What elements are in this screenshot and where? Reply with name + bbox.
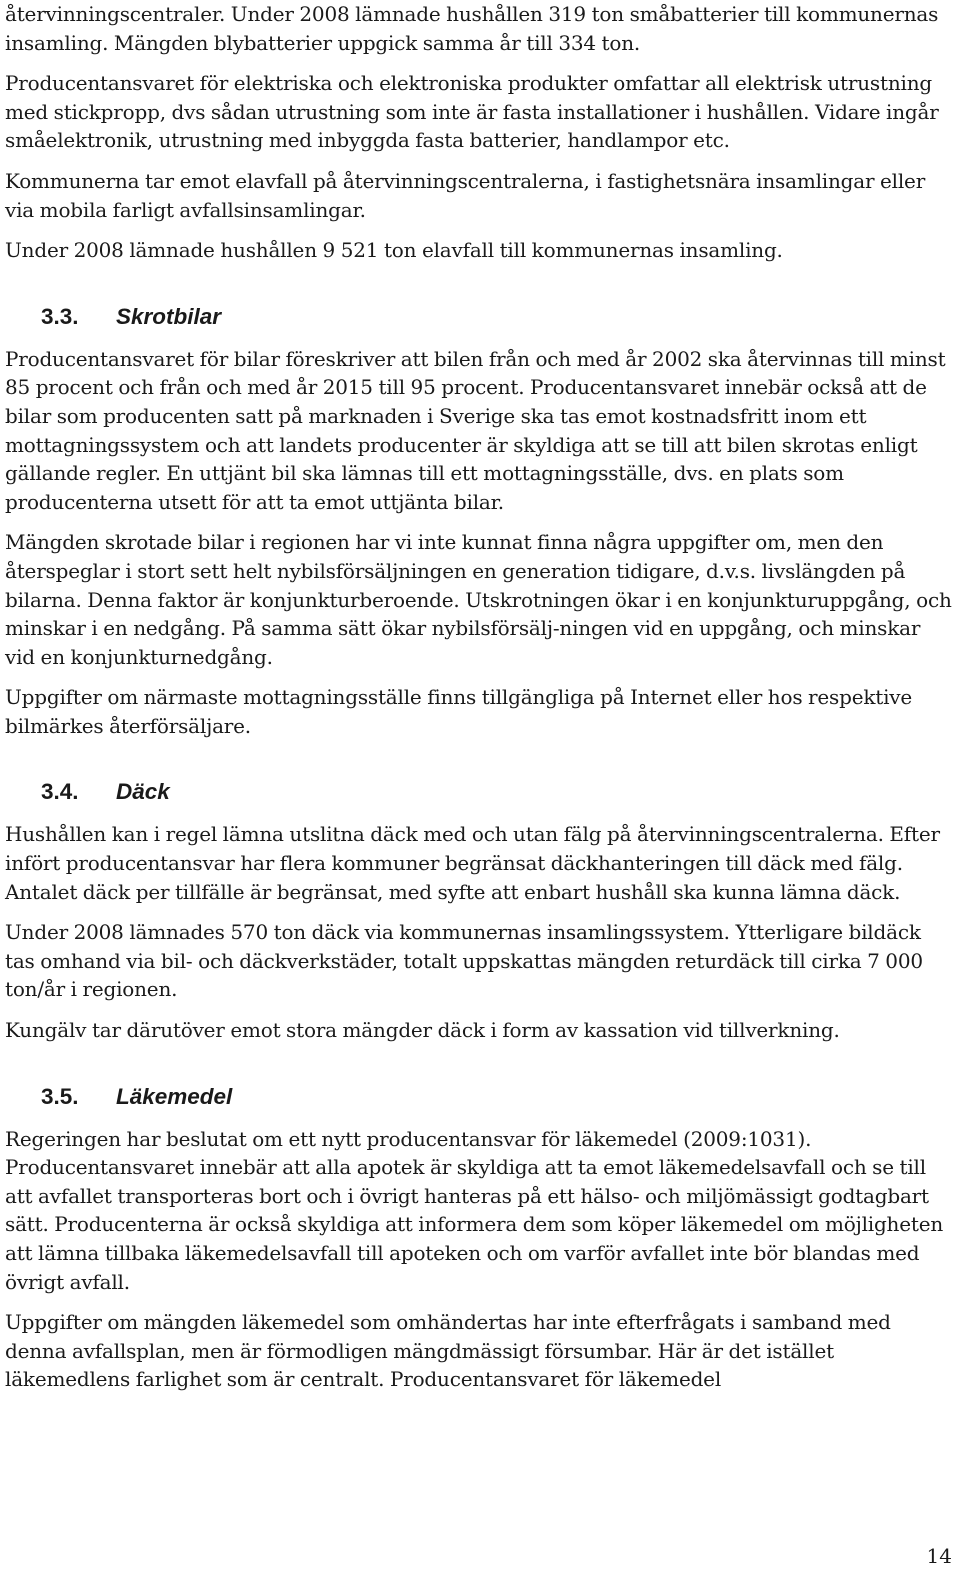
section-title: Skrotbilar bbox=[116, 303, 222, 329]
section-number: 3.3. bbox=[41, 303, 79, 329]
body-paragraph: Mängden skrotade bilar i regionen har vi inte kunnat finna några uppgifter om, men den återspeglar i stort sett helt nybilsförsäljningen en generation tidigare, d.v.s. livslängden på bilarna. Denna faktor är konjunkturberoende. Utskrotningen ökar i en konjunkturuppgång, och minskar i en nedgång. På samma sätt ökar nybilsförsälj-ningen vid en uppgång, och minskar vid en konjunkturnedgång. bbox=[5, 530, 952, 669]
intro-paragraph: Kommunerna tar emot elavfall på återvinningscentralerna, i fastighetsnära insamlingar eller via mobila farligt avfallsinsamlingar. bbox=[5, 168, 926, 222]
body-paragraph: Uppgifter om närmaste mottagningsställe finns tillgängliga på Internet eller hos respektive bilmärkes återförsäljare. bbox=[5, 685, 913, 738]
section-heading-dack bbox=[5, 778, 955, 806]
body-paragraph: Uppgifter om mängden läkemedel som omhändertas har inte efterfrågats i samband med denna avfallsplan, men är förmodligen mängdmässigt försumbar. Här är det istället läkemedlens farlighet som är centralt. Producentansvaret för läkemedel bbox=[5, 1310, 891, 1392]
body-paragraph: Producentansvaret för bilar föreskriver att bilen från och med år 2002 ska återvinnas till minst 85 procent och från och med år 2015 till 95 procent. Producentansvaret innebär också att de bilar som producenten satt på marknaden i Sverige ska tas emot kostnadsfritt inom ett mottagningssystem och att landets producenter är skyldiga att se till att bilen skrotas enligt gällande regler. En uttjänt bil ska lämnas till ett mottagningsställe, dvs. en plats som producenterna utsett för att ta emot uttjänta bilar. bbox=[5, 346, 946, 514]
section-number: 3.4. bbox=[41, 779, 79, 805]
section-title: Läkemedel bbox=[116, 1083, 233, 1109]
section-heading-skrotbilar bbox=[5, 303, 955, 331]
section-number: 3.5. bbox=[41, 1083, 79, 1109]
intro-paragraph: återvinningscentraler. Under 2008 lämnade hushållen 319 ton småbatterier till kommunernas insamling. Mängden blybatterier uppgick samma år till 334 ton. bbox=[5, 2, 939, 55]
document-page bbox=[5, 0, 955, 1394]
intro-paragraph: Under 2008 lämnade hushållen 9 521 ton elavfall till kommunernas insamling. bbox=[5, 238, 783, 263]
body-paragraph: Hushållen kan i regel lämna utslitna däck med och utan fälg på återvinningscentralerna. Efter infört producentansvar har flera kommuner begränsat däckhanteringen till däck med fälg. Antalet däck per tillfälle är begränsat, med syfte att enbart hushåll ska kunna lämna däck. bbox=[5, 822, 940, 904]
section-heading-lakemedel bbox=[5, 1083, 955, 1111]
body-paragraph: Regeringen har beslutat om ett nytt producentansvar för läkemedel (2009:1031). Producentansvaret innebär att alla apotek är skyldiga att ta emot läkemedelsavfall och se till att avfallet transporteras bort och i övrigt hanteras på ett hälso- och miljömässigt godtagbart sätt. Producenterna är också skyldiga att informera dem som köper läkemedel om möjligheten att lämna tillbaka läkemedelsavfall till apoteken och om varför avfallet inte bör blandas med övrigt avfall. bbox=[5, 1126, 944, 1294]
page-number: 14 bbox=[926, 1544, 952, 1568]
body-paragraph: Under 2008 lämnades 570 ton däck via kommunernas insamlingssystem. Ytterligare bildäck tas omhand via bil- och däckverkstäder, totalt uppskattas mängden returdäck till cirka 7 000 ton/år i regionen. bbox=[5, 920, 923, 1002]
body-paragraph: Kungälv tar därutöver emot stora mängder däck i form av kassation vid tillverkning. bbox=[5, 1018, 840, 1043]
intro-paragraph: Producentansvaret för elektriska och elektroniska produkter omfattar all elektrisk utrustning med stickpropp, dvs sådan utrustning som inte är fasta installationer i hushållen. Vidare ingår småelektronik, utrustning med inbyggda fasta batterier, handlampor etc. bbox=[5, 71, 939, 153]
section-title: Däck bbox=[116, 779, 170, 805]
